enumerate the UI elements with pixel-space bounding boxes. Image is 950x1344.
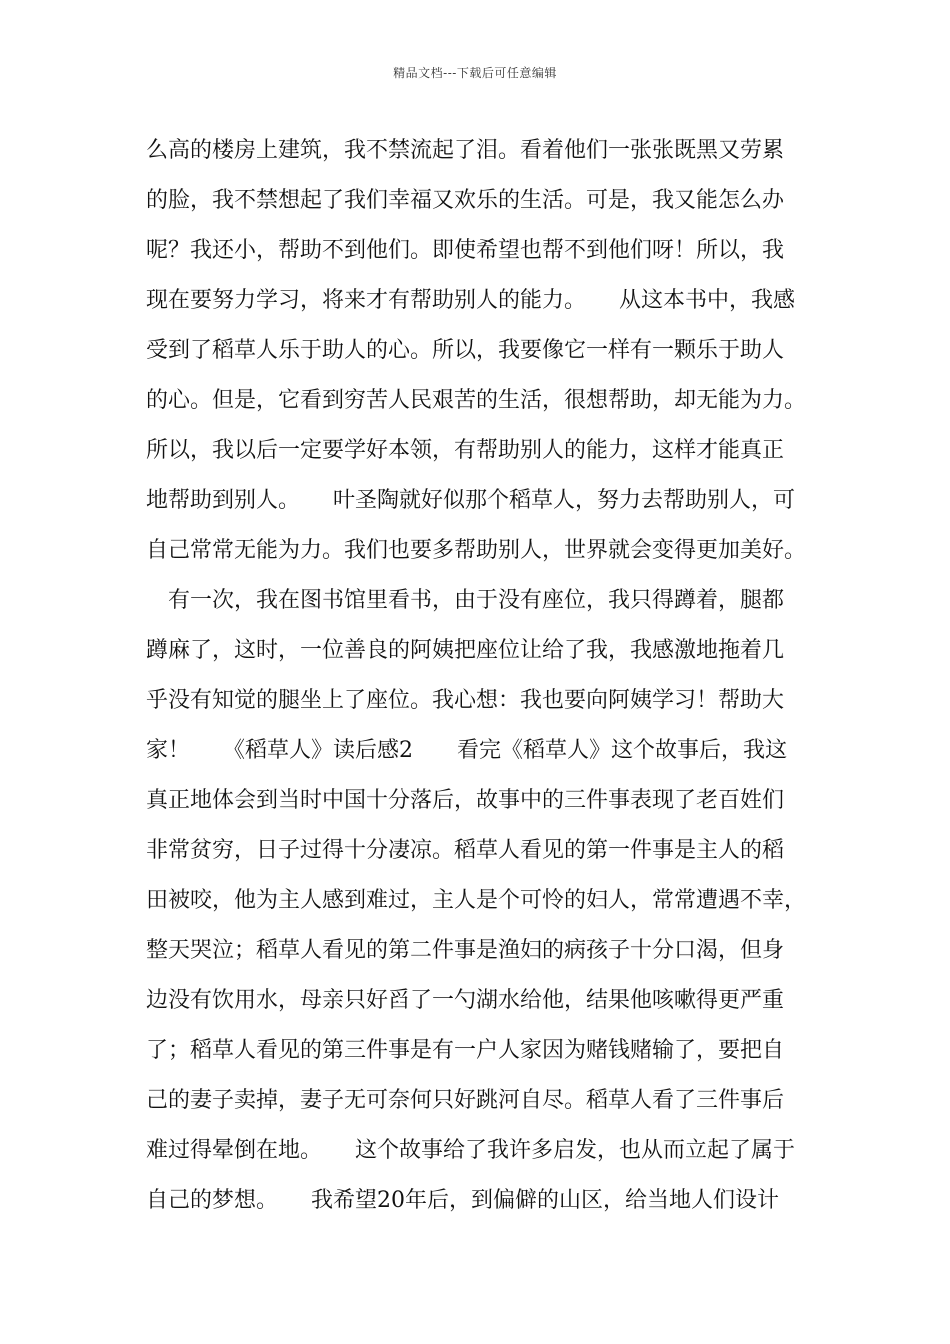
text-line: 难过得晕倒在地。 这个故事给了我许多启发，也从而立起了属于 <box>146 1138 796 1163</box>
text-line: 蹲麻了，这时，一位善良的阿姨把座位让给了我，我感激地拖着几 <box>146 638 785 663</box>
text-line: 了；稻草人看见的第三件事是有一户人家因为赌钱赌输了，要把自 <box>146 1038 785 1063</box>
text-line: 田被咬，他为主人感到难过，主人是个可怜的妇人，常常遭遇不幸， <box>146 888 807 913</box>
text-line: 的脸，我不禁想起了我们幸福又欢乐的生活。可是，我又能怎么办 <box>146 188 785 213</box>
text-line: 自己常常无能为力。我们也要多帮助别人，世界就会变得更加美好。 <box>146 538 807 563</box>
text-line: 受到了稻草人乐于助人的心。所以，我要像它一样有一颗乐于助人 <box>146 338 785 363</box>
text-line: 边没有饮用水，母亲只好舀了一勺湖水给他，结果他咳嗽得更严重 <box>146 988 785 1013</box>
text-line: 么高的楼房上建筑，我不禁流起了泪。看着他们一张张既黑又劳累 <box>146 138 785 163</box>
text-line: 非常贫穷，日子过得十分凄凉。稻草人看见的第一件事是主人的稻 <box>146 838 785 863</box>
text-line: 所以，我以后一定要学好本领，有帮助别人的能力，这样才能真正 <box>146 438 785 463</box>
text-line: 地帮助到别人。 叶圣陶就好似那个稻草人，努力去帮助别人，可 <box>146 488 796 513</box>
text-line: 己的妻子卖掉，妻子无可奈何只好跳河自尽。稻草人看了三件事后 <box>146 1088 785 1113</box>
text-line: 乎没有知觉的腿坐上了座位。我心想：我也要向阿姨学习！帮助大 <box>146 688 785 713</box>
page-header: 精品文档---下载后可任意编辑 <box>393 66 557 80</box>
text-line: 家！ 《稻草人》读后感2 看完《稻草人》这个故事后，我这 <box>146 738 787 763</box>
text-line: 真正地体会到当时中国十分落后，故事中的三件事表现了老百姓们 <box>146 788 785 813</box>
text-line: 自己的梦想。 我希望20年后，到偏僻的山区，给当地人们设计 <box>146 1188 779 1213</box>
body-text <box>146 126 836 1226</box>
text-line: 有一次，我在图书馆里看书，由于没有座位，我只得蹲着，腿都 <box>146 588 785 613</box>
text-line: 呢？我还小，帮助不到他们。即使希望也帮不到他们呀！所以，我 <box>146 238 785 263</box>
text-line: 现在要努力学习，将来才有帮助别人的能力。 从这本书中，我感 <box>146 288 796 313</box>
text-line: 整天哭泣；稻草人看见的第二件事是渔妇的病孩子十分口渴，但身 <box>146 938 785 963</box>
text-line: 的心。但是，它看到穷苦人民艰苦的生活，很想帮助，却无能为力。 <box>146 388 807 413</box>
